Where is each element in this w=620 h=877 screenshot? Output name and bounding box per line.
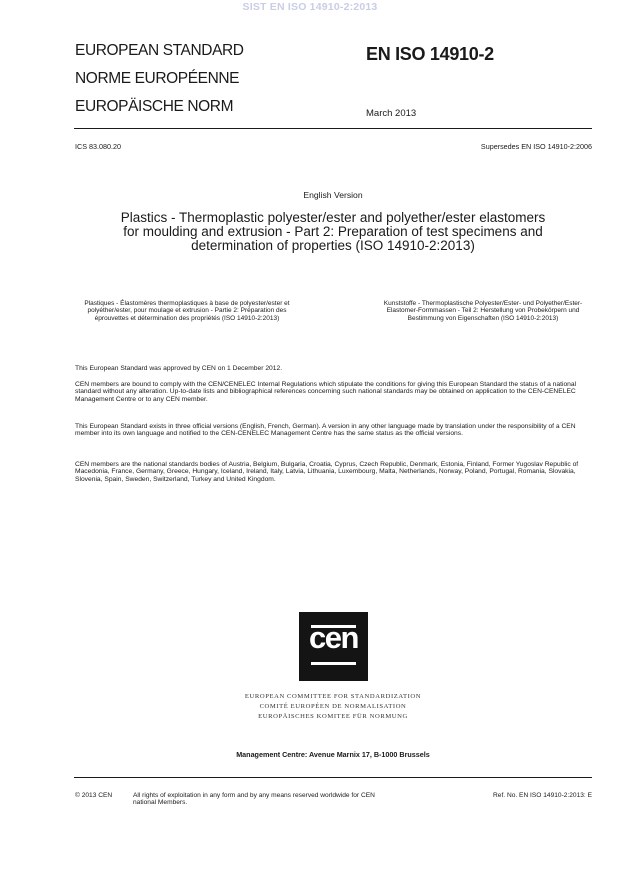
committee-name-french: COMITÉ EUROPÉEN DE NORMALISATION [259,703,407,710]
standard-number: EN ISO 14910-2 [366,44,494,64]
watermark: SIST EN ISO 14910-2:2013 [242,1,378,13]
supersedes-note: Supersedes EN ISO 14910-2:2006 [480,142,592,151]
management-centre: Management Centre: Avenue Marnix 17, B-1000 Brussels [236,750,430,759]
header-europaische-norm: EUROPÄISCHE NORM [75,98,234,115]
committee-name-german: EUROPÄISCHES KOMITEE FÜR NORMUNG [258,713,408,720]
header-european-standard: EUROPEAN STANDARD [75,42,244,59]
cen-logo-text: cen [309,620,358,655]
cen-logo [299,612,368,681]
versions-paragraph: This European Standard exists in three official versions (English, French, German). A version in any other language made by translation under the responsibility of a CEN member into its own language and notified to the CEN-CENELEC Management Centre has the same status as the official versions. [75,423,576,438]
ics-code: ICS 83.080.20 [75,142,121,151]
rights-notice: All rights of exploitation in any form and by any means reserved worldwide for CEN national Members. [133,792,375,807]
header-divider [74,128,592,129]
approval-paragraph: This European Standard was approved by CEN on 1 December 2012. [75,365,283,372]
members-paragraph: CEN members are the national standards bodies of Austria, Belgium, Bulgaria, Croatia, Cyprus, Czech Republic, Denmark, Estonia, Finland, Former Yugoslav Republic of Macedonia, France, Germany, Greece, Hungary, Iceland, Ireland, Italy, Latvia, Lithuania, Luxembourg, Malta, Netherlands, Norway, Poland, Portugal, Romania, Slovakia, Slovenia, Spain, Sweden, Switzerland, Turkey and United Kingdom. [75,461,579,483]
reference-number: Ref. No. EN ISO 14910-2:2013: E [493,792,592,799]
subtitle-french: Plastiques - Élastomères thermoplastiques à base de polyester/ester et polyéther/ester, pour moulage et extrusion - Partie 2: Préparation des éprouvettes et détermination des propriétés (ISO 14910-2:2013) [84,300,290,322]
footer-divider [74,777,592,778]
compliance-paragraph: CEN members are bound to comply with the CEN/CENELEC Internal Regulations which stipulate the conditions for giving this European Standard the status of a national standard without any alteration. Up-to-date lists and bibliographical references concerning such national standards may be obtained on application to the CEN-CENELEC Management Centre or to any CEN member. [75,381,577,403]
document-title: Plastics - Thermoplastic polyester/ester and polyether/ester elastomers for moulding and extrusion - Part 2: Preparation of test specimens and determination of properties (ISO 14910-2:2013) [120,210,546,254]
copyright-notice: © 2013 CEN [75,792,113,799]
committee-name-english: EUROPEAN COMMITTEE FOR STANDARDIZATION [244,693,422,700]
publication-date: March 2013 [366,108,417,119]
subtitle-german: Kunststoffe - Thermoplastische Polyester/Ester- und Polyether/Ester-Elastomer-Formmassen - Teil 2: Herstellung von Probekörpern und Bestimmung von Eigenschaften (ISO 14910-2:2013) [383,300,583,322]
version-label: English Version [303,190,363,200]
header-norme-europeenne: NORME EUROPÉENNE [75,70,240,87]
logo-bar-bottom [311,662,356,665]
